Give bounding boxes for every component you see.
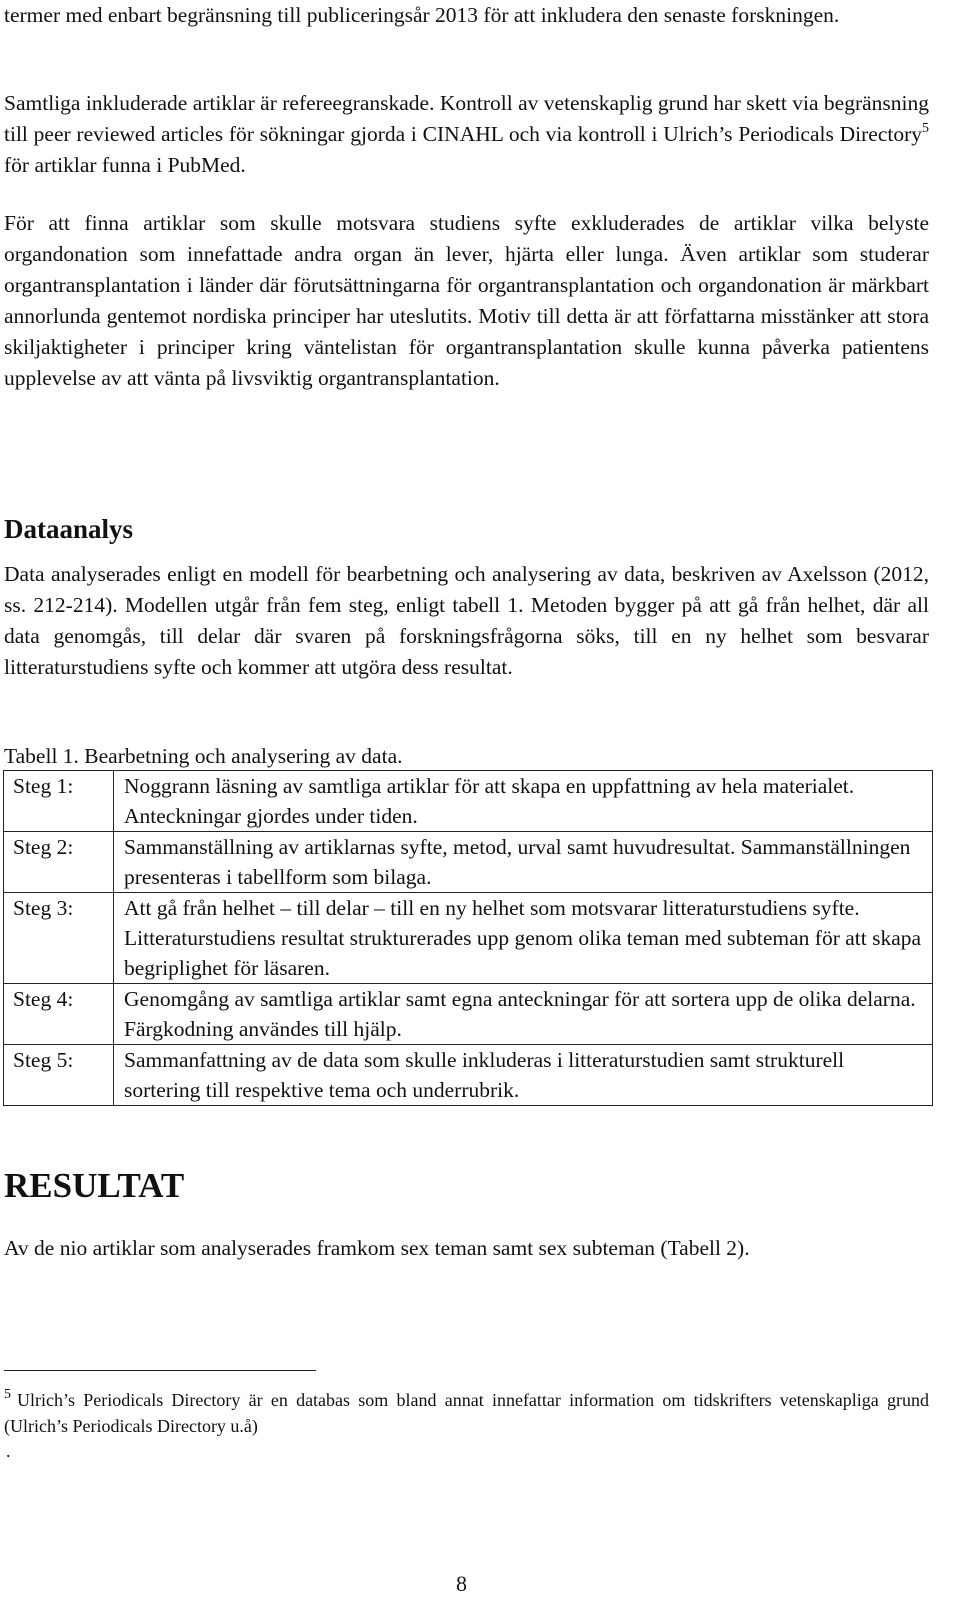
footnote-trailing-dot: . — [6, 1441, 11, 1461]
table-caption: Tabell 1. Bearbetning och analysering av data. — [4, 744, 403, 768]
step-label: Steg 4: — [4, 984, 114, 1045]
step-description: Noggrann läsning av samtliga artiklar för att skapa en uppfattning av hela materialet. Anteckningar gjordes under tiden. — [114, 771, 933, 832]
step-label: Steg 5: — [4, 1045, 114, 1106]
analysis-steps-table — [3, 770, 933, 1106]
footnote-reference: 5 — [922, 121, 929, 136]
table-row — [4, 1045, 933, 1106]
paragraph-resultat: Av de nio artiklar som analyserades framkom sex teman samt sex subteman (Tabell 2). — [4, 1236, 750, 1260]
footnote-text: Ulrich’s Periodicals Directory är en databas som bland annat innefattar information om tidskrifters vetenskapliga grund (Ulrich’s Periodicals Directory u.å) — [4, 1390, 929, 1436]
paragraph-peer-review — [4, 88, 929, 181]
page-number: 8 — [456, 1571, 467, 1596]
step-label: Steg 2: — [4, 832, 114, 893]
step-label: Steg 1: — [4, 771, 114, 832]
step-description: Genomgång av samtliga artiklar samt egna anteckningar för att sortera upp de olika delarna. Färgkodning användes till hjälp. — [114, 984, 933, 1045]
step-description: Att gå från helhet – till delar – till en ny helhet som motsvarar litteraturstudiens syfte. Litteraturstudiens resultat strukturerades upp genom olika teman med subteman för att skapa begriplighet för läsaren. — [114, 893, 933, 984]
footnote-divider — [4, 1370, 316, 1371]
table-row — [4, 832, 933, 893]
table-row — [4, 893, 933, 984]
step-description: Sammanfattning av de data som skulle inkluderas i litteraturstudien samt strukturell sortering till respektive tema och underrubrik. — [114, 1045, 933, 1106]
table-row — [4, 984, 933, 1045]
paragraph-dataanalys: Data analyserades enligt en modell för bearbetning och analysering av data, beskriven av Axelsson (2012, ss. 212-214). Modellen utgår från fem steg, enligt tabell 1. Metoden bygger på att gå från helhet, där all data genomgås, till delar där svaren på forskningsfrågorna söks, till en ny helhet som besvarar litteraturstudiens syfte och kommer att utgöra dess resultat. — [4, 562, 929, 679]
step-label: Steg 3: — [4, 893, 114, 984]
step-description: Sammanställning av artiklarnas syfte, metod, urval samt huvudresultat. Sammanställningen presenteras i tabellform som bilaga. — [114, 832, 933, 893]
footnote — [4, 1382, 929, 1439]
footnote-number: 5 — [4, 1387, 11, 1402]
section-heading-resultat: RESULTAT — [4, 1166, 185, 1205]
paragraph-peer-review-text: Samtliga inkluderade artiklar är refereegranskade. Kontroll av vetenskaplig grund har skett via begränsning till peer reviewed articles för sökningar gjorda i CINAHL och via kontroll i Ulrich’s Periodicals Directory — [4, 91, 929, 146]
paragraph-intro: termer med enbart begränsning till publiceringsår 2013 för att inkludera den senaste forskningen. — [4, 3, 840, 27]
paragraph-exclusion: För att finna artiklar som skulle motsvara studiens syfte exkluderades de artiklar vilka belyste organdonation som innefattade andra organ än lever, hjärta eller lunga. Även artiklar som studerar organtransplantation i länder där förutsättningarna för organtransplantation och organdonation är märkbart annorlunda gentemot nordiska principer har uteslutits. Motiv till detta är att författarna misstänker att stora skiljaktigheter i principer kring väntelistan för organtransplantation skulle kunna påverka patientens upplevelse av att vänta på livsviktig organtransplantation. — [4, 211, 929, 390]
paragraph-peer-review-tail: för artiklar funna i PubMed. — [4, 153, 246, 177]
table-row — [4, 771, 933, 832]
section-heading-dataanalys: Dataanalys — [4, 514, 134, 544]
